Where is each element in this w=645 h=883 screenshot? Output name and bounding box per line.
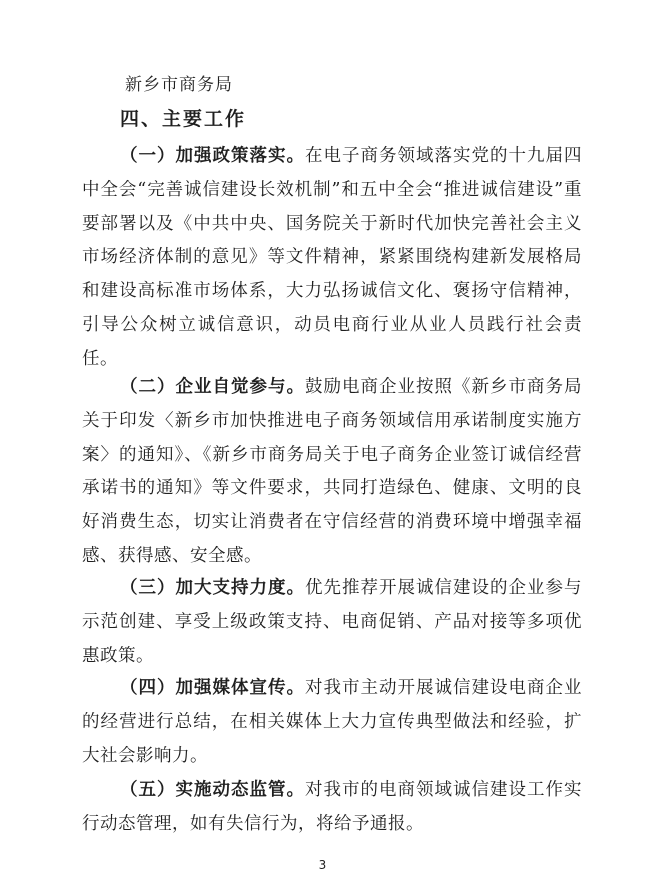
paragraph-body: 鼓励电商企业按照《新乡市商务局关于印发〈新乡市加快推进电子商务领域信用承诺制度实施方案〉的通知》、《新乡市商务局关于电子商务企业签订诚信经营承诺书的通知》等文件要求，共同打造绿色、健康、文明的良好消费生态，切实让消费者在守信经营的消费环境中增强幸福感、获得感、安全感。 xyxy=(82,377,582,566)
paragraph-lead: （四）加强媒体宣传。 xyxy=(120,678,305,698)
paragraph-body: 在电子商务领域落实党的十九届四中全会“完善诚信建设长效机制”和五中全会“推进诚信建设”重要部署以及《中共中央、国务院关于新时代加快完善社会主义市场经济体制的意见》等文件精神，紧紧围绕构建新发展格局和建设高标准市场体系，大力弘扬诚信文化、褒扬守信精神，引导公众树立诚信意识，动员电商行业从业人员践行社会责任。 xyxy=(82,146,582,369)
page-number: 3 xyxy=(318,858,327,872)
paragraph-body: 对我市主动开展诚信建设电商企业的经营进行总结，在相关媒体上大力宣传典型做法和经验，扩大社会影响力。 xyxy=(82,678,582,766)
paragraph-lead: （五）实施动态监管。 xyxy=(120,780,305,800)
paragraph-support xyxy=(82,572,582,673)
paragraph-media-promotion xyxy=(82,672,582,773)
paragraph-lead: （二）企业自觉参与。 xyxy=(120,377,305,397)
paragraph-lead: （三）加大支持力度。 xyxy=(120,578,305,598)
paragraph-policy-implementation xyxy=(82,140,582,377)
paragraph-body: 对我市的电商领域诚信建设工作实行动态管理，如有失信行为，将给予通报。 xyxy=(82,780,582,834)
paragraph-lead: （一）加强政策落实。 xyxy=(120,146,305,166)
paragraph-enterprise-participation xyxy=(82,371,582,574)
organization-name: 新乡市商务局 xyxy=(125,75,233,95)
paragraph-dynamic-supervision xyxy=(82,774,582,842)
section-heading: 四、主要工作 xyxy=(120,108,247,130)
paragraph-body: 优先推荐开展诚信建设的企业参与示范创建、享受上级政策支持、电商促销、产品对接等多项优惠政策。 xyxy=(82,578,582,666)
